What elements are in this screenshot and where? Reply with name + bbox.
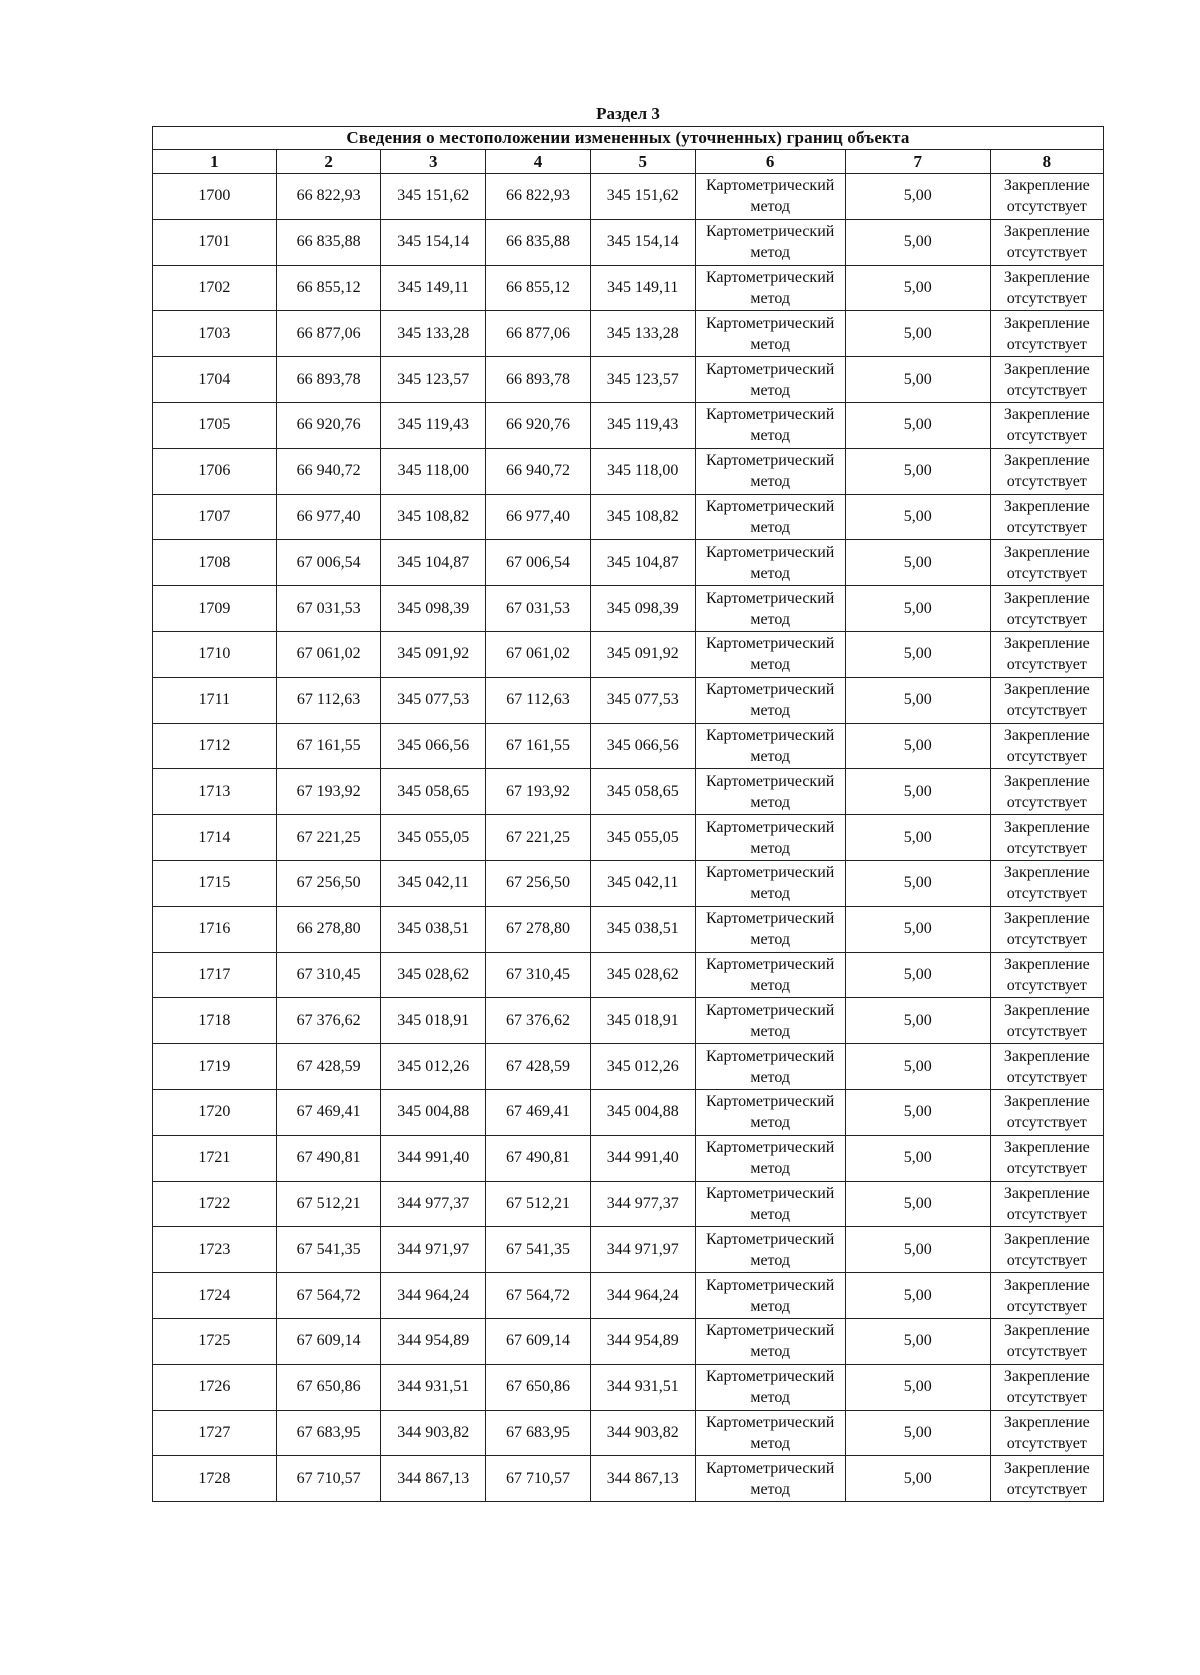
y-refined-cell: 344 977,37 (590, 1181, 695, 1227)
method-cell: Картометрический метод (695, 1273, 845, 1319)
y-existing-cell: 344 931,51 (381, 1364, 486, 1410)
mark-description-cell: Закрепление отсутствует (990, 1044, 1103, 1090)
y-refined-cell: 345 066,56 (590, 723, 695, 769)
x-existing-cell: 66 822,93 (276, 174, 381, 220)
method-cell: Картометрический метод (695, 586, 845, 632)
mark-description-cell: Закрепление отсутствует (990, 1364, 1103, 1410)
y-refined-cell: 345 058,65 (590, 769, 695, 815)
x-refined-cell: 67 112,63 (486, 677, 591, 723)
point-number-cell: 1707 (153, 494, 277, 540)
method-cell: Картометрический метод (695, 952, 845, 998)
table-row (153, 402, 1104, 448)
x-existing-cell: 67 310,45 (276, 952, 381, 998)
y-existing-cell: 345 151,62 (381, 174, 486, 220)
method-cell: Картометрический метод (695, 1089, 845, 1135)
table-row (153, 494, 1104, 540)
y-existing-cell: 345 123,57 (381, 357, 486, 403)
y-refined-cell: 345 108,82 (590, 494, 695, 540)
y-existing-cell: 345 119,43 (381, 402, 486, 448)
y-refined-cell: 344 931,51 (590, 1364, 695, 1410)
accuracy-cell: 5,00 (845, 723, 990, 769)
column-number: 5 (590, 150, 695, 174)
y-existing-cell: 345 104,87 (381, 540, 486, 586)
y-existing-cell: 344 991,40 (381, 1135, 486, 1181)
y-existing-cell: 345 108,82 (381, 494, 486, 540)
y-refined-cell: 345 104,87 (590, 540, 695, 586)
table-row (153, 677, 1104, 723)
y-refined-cell: 344 991,40 (590, 1135, 695, 1181)
accuracy-cell: 5,00 (845, 540, 990, 586)
point-number-cell: 1727 (153, 1410, 277, 1456)
table-row (153, 1089, 1104, 1135)
table-row (153, 265, 1104, 311)
x-existing-cell: 66 920,76 (276, 402, 381, 448)
y-existing-cell: 344 867,13 (381, 1456, 486, 1502)
x-existing-cell: 67 161,55 (276, 723, 381, 769)
column-number: 7 (845, 150, 990, 174)
mark-description-cell: Закрепление отсутствует (990, 219, 1103, 265)
table-row (153, 815, 1104, 861)
table-row (153, 586, 1104, 632)
table-row (153, 540, 1104, 586)
accuracy-cell: 5,00 (845, 952, 990, 998)
point-number-cell: 1703 (153, 311, 277, 357)
y-existing-cell: 345 018,91 (381, 998, 486, 1044)
method-cell: Картометрический метод (695, 860, 845, 906)
accuracy-cell: 5,00 (845, 1089, 990, 1135)
mark-description-cell: Закрепление отсутствует (990, 723, 1103, 769)
point-number-cell: 1701 (153, 219, 277, 265)
mark-description-cell: Закрепление отсутствует (990, 174, 1103, 220)
mark-description-cell: Закрепление отсутствует (990, 906, 1103, 952)
x-refined-cell: 67 428,59 (486, 1044, 591, 1090)
y-refined-cell: 344 954,89 (590, 1318, 695, 1364)
y-refined-cell: 345 012,26 (590, 1044, 695, 1090)
table-body (153, 174, 1104, 1502)
point-number-cell: 1717 (153, 952, 277, 998)
method-cell: Картометрический метод (695, 1318, 845, 1364)
x-refined-cell: 67 161,55 (486, 723, 591, 769)
x-refined-cell: 67 278,80 (486, 906, 591, 952)
table-row (153, 448, 1104, 494)
table-row (153, 1227, 1104, 1273)
accuracy-cell: 5,00 (845, 998, 990, 1044)
y-existing-cell: 345 098,39 (381, 586, 486, 632)
x-existing-cell: 67 541,35 (276, 1227, 381, 1273)
x-existing-cell: 67 428,59 (276, 1044, 381, 1090)
method-cell: Картометрический метод (695, 357, 845, 403)
table-row (153, 769, 1104, 815)
y-refined-cell: 345 118,00 (590, 448, 695, 494)
accuracy-cell: 5,00 (845, 677, 990, 723)
point-number-cell: 1709 (153, 586, 277, 632)
y-existing-cell: 345 012,26 (381, 1044, 486, 1090)
point-number-cell: 1700 (153, 174, 277, 220)
accuracy-cell: 5,00 (845, 1273, 990, 1319)
x-refined-cell: 67 310,45 (486, 952, 591, 998)
x-refined-cell: 66 893,78 (486, 357, 591, 403)
table-row (153, 1456, 1104, 1502)
y-existing-cell: 345 058,65 (381, 769, 486, 815)
accuracy-cell: 5,00 (845, 402, 990, 448)
y-existing-cell: 345 149,11 (381, 265, 486, 311)
accuracy-cell: 5,00 (845, 815, 990, 861)
point-number-cell: 1715 (153, 860, 277, 906)
accuracy-cell: 5,00 (845, 1318, 990, 1364)
mark-description-cell: Закрепление отсутствует (990, 586, 1103, 632)
x-refined-cell: 67 256,50 (486, 860, 591, 906)
point-number-cell: 1722 (153, 1181, 277, 1227)
x-refined-cell: 67 512,21 (486, 1181, 591, 1227)
accuracy-cell: 5,00 (845, 1135, 990, 1181)
method-cell: Картометрический метод (695, 1364, 845, 1410)
x-existing-cell: 66 893,78 (276, 357, 381, 403)
accuracy-cell: 5,00 (845, 357, 990, 403)
point-number-cell: 1726 (153, 1364, 277, 1410)
point-number-cell: 1716 (153, 906, 277, 952)
x-existing-cell: 67 650,86 (276, 1364, 381, 1410)
mark-description-cell: Закрепление отсутствует (990, 402, 1103, 448)
table-row (153, 860, 1104, 906)
accuracy-cell: 5,00 (845, 1410, 990, 1456)
table-row (153, 219, 1104, 265)
x-refined-cell: 67 564,72 (486, 1273, 591, 1319)
mark-description-cell: Закрепление отсутствует (990, 1410, 1103, 1456)
x-existing-cell: 67 256,50 (276, 860, 381, 906)
point-number-cell: 1710 (153, 631, 277, 677)
method-cell: Картометрический метод (695, 1135, 845, 1181)
x-existing-cell: 67 512,21 (276, 1181, 381, 1227)
x-existing-cell: 67 710,57 (276, 1456, 381, 1502)
method-cell: Картометрический метод (695, 769, 845, 815)
y-existing-cell: 345 133,28 (381, 311, 486, 357)
method-cell: Картометрический метод (695, 1456, 845, 1502)
column-number-row (153, 150, 1104, 174)
x-refined-cell: 67 221,25 (486, 815, 591, 861)
point-number-cell: 1714 (153, 815, 277, 861)
method-cell: Картометрический метод (695, 448, 845, 494)
x-refined-cell: 67 469,41 (486, 1089, 591, 1135)
y-refined-cell: 344 903,82 (590, 1410, 695, 1456)
x-existing-cell: 67 469,41 (276, 1089, 381, 1135)
y-refined-cell: 345 123,57 (590, 357, 695, 403)
y-refined-cell: 345 098,39 (590, 586, 695, 632)
y-refined-cell: 345 151,62 (590, 174, 695, 220)
column-number: 6 (695, 150, 845, 174)
accuracy-cell: 5,00 (845, 265, 990, 311)
x-existing-cell: 67 564,72 (276, 1273, 381, 1319)
accuracy-cell: 5,00 (845, 586, 990, 632)
x-existing-cell: 67 490,81 (276, 1135, 381, 1181)
y-existing-cell: 345 066,56 (381, 723, 486, 769)
x-refined-cell: 66 835,88 (486, 219, 591, 265)
table-row (153, 998, 1104, 1044)
mark-description-cell: Закрепление отсутствует (990, 860, 1103, 906)
point-number-cell: 1706 (153, 448, 277, 494)
point-number-cell: 1704 (153, 357, 277, 403)
mark-description-cell: Закрепление отсутствует (990, 769, 1103, 815)
y-refined-cell: 345 004,88 (590, 1089, 695, 1135)
accuracy-cell: 5,00 (845, 1364, 990, 1410)
accuracy-cell: 5,00 (845, 1456, 990, 1502)
y-existing-cell: 345 154,14 (381, 219, 486, 265)
method-cell: Картометрический метод (695, 906, 845, 952)
point-number-cell: 1713 (153, 769, 277, 815)
y-existing-cell: 345 077,53 (381, 677, 486, 723)
accuracy-cell: 5,00 (845, 1181, 990, 1227)
x-refined-cell: 66 822,93 (486, 174, 591, 220)
point-number-cell: 1721 (153, 1135, 277, 1181)
mark-description-cell: Закрепление отсутствует (990, 1227, 1103, 1273)
point-number-cell: 1705 (153, 402, 277, 448)
table-row (153, 1044, 1104, 1090)
method-cell: Картометрический метод (695, 265, 845, 311)
x-refined-cell: 66 940,72 (486, 448, 591, 494)
accuracy-cell: 5,00 (845, 769, 990, 815)
x-refined-cell: 67 683,95 (486, 1410, 591, 1456)
y-refined-cell: 345 077,53 (590, 677, 695, 723)
x-refined-cell: 67 006,54 (486, 540, 591, 586)
y-refined-cell: 344 964,24 (590, 1273, 695, 1319)
point-number-cell: 1720 (153, 1089, 277, 1135)
column-number: 8 (990, 150, 1103, 174)
x-existing-cell: 67 006,54 (276, 540, 381, 586)
table-row (153, 631, 1104, 677)
accuracy-cell: 5,00 (845, 906, 990, 952)
mark-description-cell: Закрепление отсутствует (990, 265, 1103, 311)
x-existing-cell: 66 877,06 (276, 311, 381, 357)
accuracy-cell: 5,00 (845, 174, 990, 220)
mark-description-cell: Закрепление отсутствует (990, 952, 1103, 998)
y-existing-cell: 344 971,97 (381, 1227, 486, 1273)
mark-description-cell: Закрепление отсутствует (990, 998, 1103, 1044)
x-existing-cell: 66 855,12 (276, 265, 381, 311)
method-cell: Картометрический метод (695, 174, 845, 220)
point-number-cell: 1708 (153, 540, 277, 586)
y-existing-cell: 344 964,24 (381, 1273, 486, 1319)
table-row (153, 723, 1104, 769)
x-existing-cell: 67 031,53 (276, 586, 381, 632)
y-refined-cell: 345 154,14 (590, 219, 695, 265)
accuracy-cell: 5,00 (845, 219, 990, 265)
mark-description-cell: Закрепление отсутствует (990, 448, 1103, 494)
section-title: Раздел 3 (596, 104, 660, 123)
point-number-cell: 1719 (153, 1044, 277, 1090)
y-existing-cell: 344 977,37 (381, 1181, 486, 1227)
y-existing-cell: 345 028,62 (381, 952, 486, 998)
y-existing-cell: 345 038,51 (381, 906, 486, 952)
column-number: 3 (381, 150, 486, 174)
method-cell: Картометрический метод (695, 311, 845, 357)
column-number: 2 (276, 150, 381, 174)
x-refined-cell: 67 490,81 (486, 1135, 591, 1181)
x-existing-cell: 67 609,14 (276, 1318, 381, 1364)
mark-description-cell: Закрепление отсутствует (990, 357, 1103, 403)
y-existing-cell: 344 903,82 (381, 1410, 486, 1456)
x-existing-cell: 67 112,63 (276, 677, 381, 723)
mark-description-cell: Закрепление отсутствует (990, 1273, 1103, 1319)
point-number-cell: 1711 (153, 677, 277, 723)
x-existing-cell: 66 835,88 (276, 219, 381, 265)
mark-description-cell: Закрепление отсутствует (990, 815, 1103, 861)
y-refined-cell: 344 971,97 (590, 1227, 695, 1273)
table-row (153, 1135, 1104, 1181)
method-cell: Картометрический метод (695, 1044, 845, 1090)
method-cell: Картометрический метод (695, 815, 845, 861)
accuracy-cell: 5,00 (845, 1227, 990, 1273)
method-cell: Картометрический метод (695, 723, 845, 769)
x-refined-cell: 67 376,62 (486, 998, 591, 1044)
method-cell: Картометрический метод (695, 494, 845, 540)
table-row (153, 311, 1104, 357)
x-existing-cell: 67 061,02 (276, 631, 381, 677)
y-existing-cell: 345 055,05 (381, 815, 486, 861)
x-existing-cell: 66 278,80 (276, 906, 381, 952)
x-refined-cell: 66 920,76 (486, 402, 591, 448)
mark-description-cell: Закрепление отсутствует (990, 494, 1103, 540)
point-number-cell: 1725 (153, 1318, 277, 1364)
y-refined-cell: 345 133,28 (590, 311, 695, 357)
y-existing-cell: 345 004,88 (381, 1089, 486, 1135)
x-refined-cell: 67 650,86 (486, 1364, 591, 1410)
x-existing-cell: 67 683,95 (276, 1410, 381, 1456)
table-row (153, 174, 1104, 220)
mark-description-cell: Закрепление отсутствует (990, 540, 1103, 586)
x-refined-cell: 67 541,35 (486, 1227, 591, 1273)
table-row (153, 357, 1104, 403)
x-refined-cell: 66 877,06 (486, 311, 591, 357)
method-cell: Картометрический метод (695, 402, 845, 448)
x-existing-cell: 67 193,92 (276, 769, 381, 815)
accuracy-cell: 5,00 (845, 448, 990, 494)
y-refined-cell: 345 055,05 (590, 815, 695, 861)
method-cell: Картометрический метод (695, 1227, 845, 1273)
point-number-cell: 1718 (153, 998, 277, 1044)
method-cell: Картометрический метод (695, 540, 845, 586)
method-cell: Картометрический метод (695, 219, 845, 265)
column-number: 4 (486, 150, 591, 174)
method-cell: Картометрический метод (695, 998, 845, 1044)
x-existing-cell: 66 977,40 (276, 494, 381, 540)
x-refined-cell: 67 031,53 (486, 586, 591, 632)
mark-description-cell: Закрепление отсутствует (990, 1181, 1103, 1227)
mark-description-cell: Закрепление отсутствует (990, 311, 1103, 357)
x-refined-cell: 66 977,40 (486, 494, 591, 540)
table-caption: Сведения о местоположении измененных (уточненных) границ объекта (153, 127, 1104, 150)
y-existing-cell: 345 091,92 (381, 631, 486, 677)
y-refined-cell: 345 149,11 (590, 265, 695, 311)
accuracy-cell: 5,00 (845, 311, 990, 357)
y-existing-cell: 345 118,00 (381, 448, 486, 494)
y-refined-cell: 345 119,43 (590, 402, 695, 448)
point-number-cell: 1724 (153, 1273, 277, 1319)
x-refined-cell: 66 855,12 (486, 265, 591, 311)
y-refined-cell: 345 091,92 (590, 631, 695, 677)
y-existing-cell: 345 042,11 (381, 860, 486, 906)
method-cell: Картометрический метод (695, 1410, 845, 1456)
accuracy-cell: 5,00 (845, 1044, 990, 1090)
method-cell: Картометрический метод (695, 677, 845, 723)
accuracy-cell: 5,00 (845, 494, 990, 540)
table-row (153, 952, 1104, 998)
column-number: 1 (153, 150, 277, 174)
point-number-cell: 1728 (153, 1456, 277, 1502)
mark-description-cell: Закрепление отсутствует (990, 1318, 1103, 1364)
y-existing-cell: 344 954,89 (381, 1318, 486, 1364)
y-refined-cell: 344 867,13 (590, 1456, 695, 1502)
table-row (153, 906, 1104, 952)
y-refined-cell: 345 038,51 (590, 906, 695, 952)
point-number-cell: 1723 (153, 1227, 277, 1273)
x-existing-cell: 66 940,72 (276, 448, 381, 494)
accuracy-cell: 5,00 (845, 860, 990, 906)
table-row (153, 1364, 1104, 1410)
mark-description-cell: Закрепление отсутствует (990, 631, 1103, 677)
point-number-cell: 1712 (153, 723, 277, 769)
accuracy-cell: 5,00 (845, 631, 990, 677)
x-refined-cell: 67 061,02 (486, 631, 591, 677)
y-refined-cell: 345 042,11 (590, 860, 695, 906)
method-cell: Картометрический метод (695, 1181, 845, 1227)
mark-description-cell: Закрепление отсутствует (990, 1456, 1103, 1502)
x-refined-cell: 67 193,92 (486, 769, 591, 815)
x-existing-cell: 67 376,62 (276, 998, 381, 1044)
mark-description-cell: Закрепление отсутствует (990, 677, 1103, 723)
table-row (153, 1273, 1104, 1319)
y-refined-cell: 345 018,91 (590, 998, 695, 1044)
table-row (153, 1181, 1104, 1227)
table-row (153, 1410, 1104, 1456)
x-refined-cell: 67 609,14 (486, 1318, 591, 1364)
x-refined-cell: 67 710,57 (486, 1456, 591, 1502)
mark-description-cell: Закрепление отсутствует (990, 1089, 1103, 1135)
point-number-cell: 1702 (153, 265, 277, 311)
y-refined-cell: 345 028,62 (590, 952, 695, 998)
table-row (153, 1318, 1104, 1364)
x-existing-cell: 67 221,25 (276, 815, 381, 861)
method-cell: Картометрический метод (695, 631, 845, 677)
mark-description-cell: Закрепление отсутствует (990, 1135, 1103, 1181)
boundary-points-table (152, 126, 1104, 1502)
